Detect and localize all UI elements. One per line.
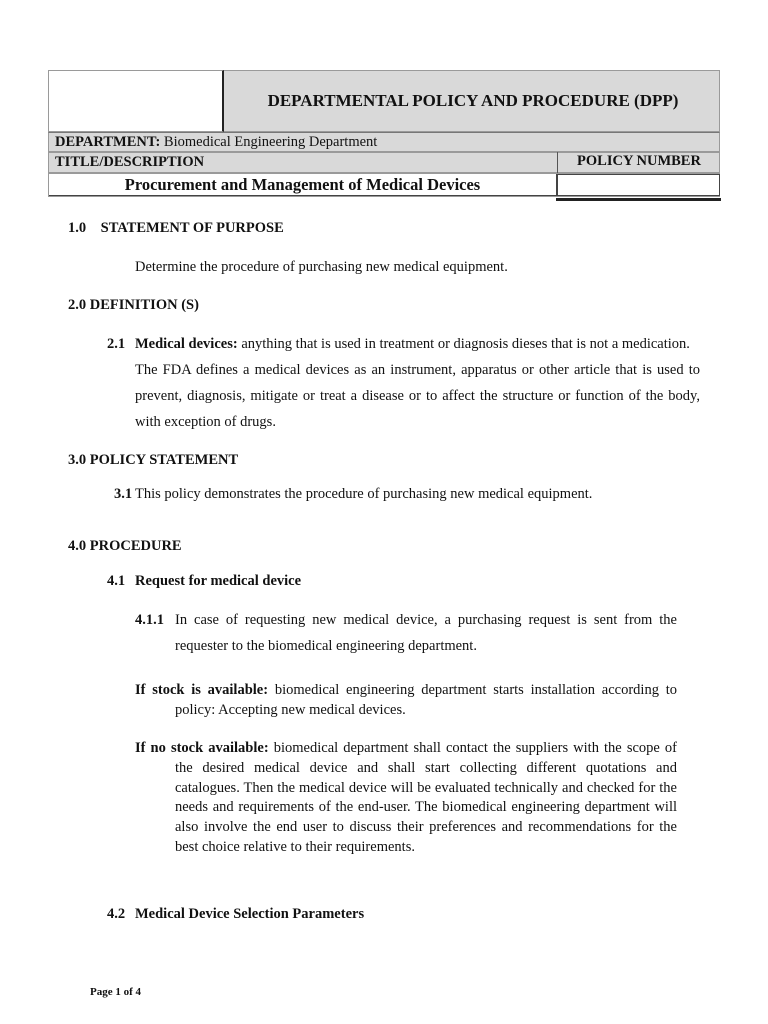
policy-number-value — [557, 174, 720, 196]
section-2-1-first-line — [135, 334, 690, 354]
document-title: DEPARTMENTAL POLICY AND PROCEDURE (DPP) — [267, 91, 679, 110]
section-2-heading: 2.0 DEFINITION (S) — [68, 297, 199, 313]
section-1-heading: 1.0 STATEMENT OF PURPOSE — [68, 220, 284, 236]
policy-title: Procurement and Management of Medical Devices — [49, 174, 557, 196]
no-stock-paragraph — [135, 739, 677, 858]
department-value: Biomedical Engineering Department — [163, 134, 378, 150]
section-4-1-title: Request for medical device — [135, 573, 302, 589]
section-4-heading: 4.0 PROCEDURE — [68, 538, 182, 554]
title-value-row — [48, 173, 720, 197]
no-stock-text: biomedical department shall contact the suppliers with the scope of the desired medical device and shall start collecting different quotations and catalogues. Then the medical device will be evaluated technically and checked for the needs and requirements of the end-user. The biomedical engineering department will also involve the end user to discuss their preferences and recommendations for the best choice relative to their requirements. — [175, 740, 677, 855]
section-3-1-number: 3.1 — [114, 486, 133, 502]
page-number: Page 1 of 4 — [90, 986, 142, 998]
department-label: DEPARTMENT: — [55, 134, 161, 150]
no-stock-label: If no stock available: — [135, 740, 269, 756]
department-row — [48, 132, 720, 152]
section-4-1-1-text: In case of requesting new medical device, a purchasing request is sent from the requester to the biomedical engineering department. — [175, 612, 677, 654]
section-4-2-title: Medical Device Selection Parameters — [135, 906, 365, 922]
medical-devices-term: Medical devices: — [135, 336, 238, 352]
title-header-row — [48, 152, 720, 173]
logo-placeholder — [48, 70, 224, 132]
header-underline — [556, 198, 721, 201]
stock-available-paragraph — [135, 680, 677, 720]
section-2-1-number: 2.1 — [107, 336, 126, 352]
policy-number-label: POLICY NUMBER — [557, 152, 720, 173]
stock-available-text: biomedical engineering department starts installation according to policy: Accepting new medical devices. — [175, 682, 678, 718]
stock-available-label: If stock is available: — [135, 682, 269, 698]
section-1-body: Determine the procedure of purchasing new medical equipment. — [135, 259, 508, 275]
section-4-1-1-number: 4.1.1 — [135, 612, 164, 628]
section-3-heading: 3.0 POLICY STATEMENT — [68, 452, 239, 468]
medical-devices-definition: anything that is used in treatment or diagnosis dieses that is not a medication. — [241, 336, 690, 352]
section-3-1-text: This policy demonstrates the procedure of purchasing new medical equipment. — [135, 486, 593, 502]
section-4-1-number: 4.1 — [107, 573, 126, 589]
section-4-2-number: 4.2 — [107, 906, 126, 922]
title-description-label: TITLE/DESCRIPTION — [55, 154, 205, 170]
section-2-1-body: The FDA defines a medical devices as an instrument, apparatus or other article that is used to prevent, diagnosis, mitigate or treat a disease or to affect the structure or function of the body, with exception of drugs. — [135, 362, 700, 430]
